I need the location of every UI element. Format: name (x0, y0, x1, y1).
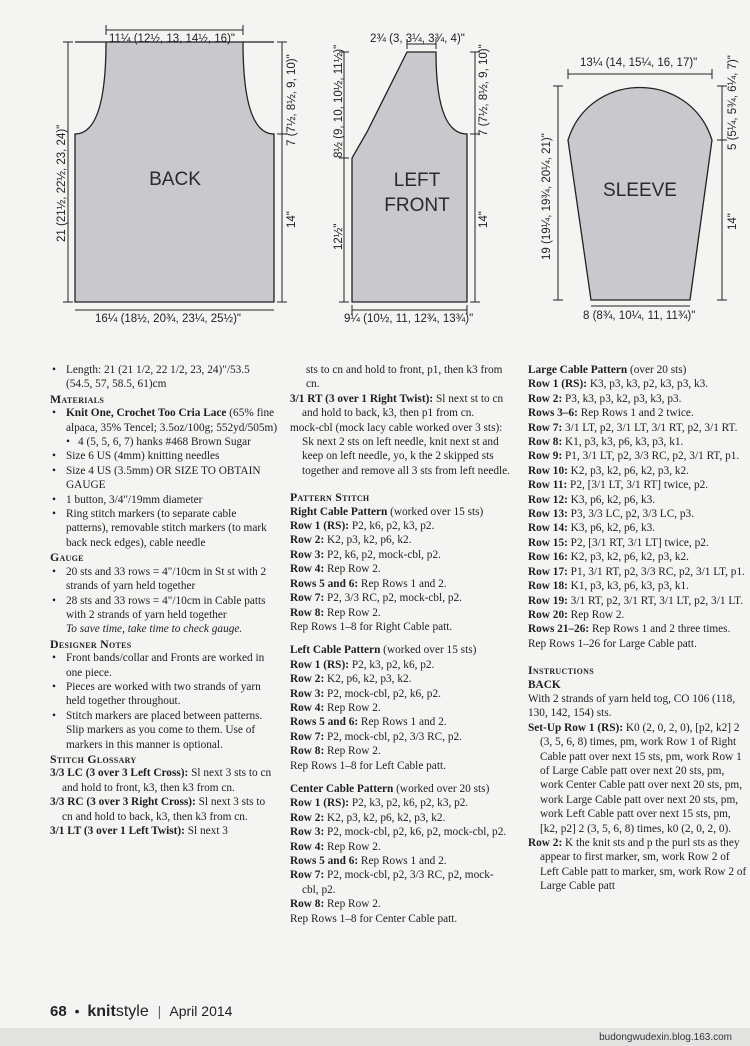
pattern-row (528, 521, 748, 535)
left-cable-title (290, 643, 510, 657)
back-length: 21 (21½, 22½, 23, 24)" (56, 124, 68, 242)
row-key: Row 1 (RS): (290, 797, 349, 810)
row-key: Rows 5 and 6: (290, 855, 359, 867)
row-text: P2, k3, p2, k6, p2, k3, p2. (349, 797, 469, 810)
pattern-row (290, 840, 510, 854)
row-text: P3, 3/3 LC, p2, 3/3 LC, p3. (567, 508, 695, 521)
pattern-row (290, 658, 510, 672)
row-text: P2, mock-cbl, p2, k6, p2, mock-cbl, p2. (324, 826, 507, 839)
pattern-row (528, 608, 748, 622)
glossary-term: 3/1 LT (3 over 1 Left Twist): (50, 825, 185, 837)
pattern-row (528, 594, 748, 608)
glossary-term: 3/1 RT (3 over 1 Right Twist): (290, 392, 434, 405)
sleeve-cap-depth: 5 (5¼, 5¾, 6¼, 7)" (727, 55, 739, 150)
sleeve-bottom-width: 8 (8¾, 10¼, 11, 11¾)" (583, 310, 696, 322)
pattern-stitch-heading: Pattern Stitch (290, 490, 370, 505)
row-key: Row 12: (528, 493, 568, 506)
gauge-heading: Gauge (50, 550, 84, 565)
issue-date: April 2014 (169, 1003, 233, 1019)
pattern-row (290, 672, 510, 686)
pattern-row (290, 811, 510, 825)
glossary-3-1-lt-cont: sts to cn and hold to front, p1, then k3 from cn. (306, 364, 503, 391)
glossary-def: Sl next 3 sts to cn and hold to front, k3, then k3 from cn. (62, 767, 272, 794)
right-cable-repeat: Rep Rows 1–8 for Right Cable patt. (290, 620, 453, 633)
pattern-row (528, 435, 748, 449)
center-cable-title (290, 782, 510, 796)
row-text: Rep Row 2. (567, 608, 625, 621)
row-text: P2, mock-cbl, p2, 3/3 RC, p2. (324, 730, 462, 743)
pattern-row (528, 406, 748, 420)
glossary-3-3-lc (50, 766, 278, 795)
yarn-qty: • 4 (5, 5, 6, 7) hanks #468 Brown Sugar (50, 435, 278, 449)
back-bottom-width: 16¼ (18½, 20¾, 23¼, 25½)" (95, 313, 242, 325)
large-cable-rows (528, 377, 748, 636)
large-cable-note: (over 20 sts) (627, 364, 687, 376)
row-key: Row 8: (290, 898, 325, 911)
row-key: Row 17: (528, 565, 568, 578)
row-text: Rep Rows 1 and 2. (358, 577, 447, 590)
row-text: Rep Row 2. (324, 898, 381, 911)
front-label (372, 168, 462, 218)
left-cable-rows (290, 658, 510, 759)
pattern-row (290, 606, 510, 620)
row-key: Row 10: (528, 464, 568, 477)
pattern-row (528, 507, 748, 521)
pattern-row (528, 536, 748, 550)
center-cable-rows (290, 796, 510, 911)
row-text: 3/1 LT, p2, 3/1 LT, 3/1 RT, p2, 3/1 RT. (562, 421, 738, 434)
row-text: K3, p3, k3, p2, k3, p3, k3. (587, 378, 709, 391)
back-top-width: 11¼ (12½, 13, 14½, 16)" (109, 33, 235, 45)
row-text: K3, p6, k2, p6, k3. (567, 522, 656, 535)
row-text: Rep Rows 1 and 2. (358, 716, 447, 729)
designer-note-2: • Pieces are worked with two strands of yarn held together throughout. (50, 680, 278, 709)
row-key: Row 15: (528, 536, 568, 549)
markers-item: • Ring stitch markers (to separate cable patterns), removable stitch markers (to mark back neck edges), cable needle (50, 507, 278, 550)
row-key: Row 4: (290, 701, 325, 714)
row-text: K2, p3, k2, p6, k2. (324, 534, 412, 547)
row-key: Row 18: (528, 580, 568, 593)
needles-2: • Size 4 US (3.5mm) OR SIZE TO OBTAIN GAUGE (50, 464, 278, 493)
row-text: Rep Row 2. (324, 701, 381, 714)
needles-1: • Size 6 US (4mm) knitting needles (50, 449, 278, 463)
row-text: P2, [3/1 LT, 3/1 RT] twice, p2. (567, 479, 709, 492)
pattern-row (528, 449, 748, 463)
row-key: Row 11: (528, 479, 568, 492)
pattern-row (528, 565, 748, 579)
row-text: Rep Rows 1 and 2. (358, 855, 447, 867)
glossary-3-1-lt (50, 824, 278, 838)
page-number: 68 (50, 1003, 67, 1020)
pattern-row (290, 687, 510, 701)
row2-term: Row 2: (528, 837, 563, 849)
glossary-mock-cbl: mock-cbl (mock lacy cable worked over 3 sts): Sk next 2 sts on left needle, knit next st and keep on left needle, yo, k the 2 skipped sts together and remove all 3 sts from left needle. (290, 421, 510, 477)
sleeve-lower-length: 14" (727, 213, 739, 230)
pattern-row (290, 701, 510, 715)
row-text: P2, k6, p2, k3, p2. (349, 520, 435, 533)
left-cable-name: Left Cable Pattern (290, 644, 381, 657)
row-key: Row 2: (528, 392, 563, 405)
row-key: Row 19: (528, 594, 568, 607)
yarn-desc: (65% fine alpaca, 35% Tencel; 3.5oz/100g; 552yd/505m) (66, 407, 278, 434)
schematics (0, 0, 750, 340)
center-cable-note: (worked over 20 sts) (393, 782, 490, 795)
button-item: • 1 button, 3/4"/19mm diameter (50, 493, 278, 507)
pattern-row (290, 825, 510, 839)
row-text: P1, 3/1 RT, p2, 3/3 RC, p2, 3/1 LT, p1. (567, 565, 745, 578)
pattern-row (528, 377, 748, 391)
row-key: Row 7: (290, 730, 325, 743)
row-key: Row 7: (528, 421, 563, 434)
right-cable-rows (290, 519, 510, 620)
setup-row (528, 721, 748, 836)
row-text: K1, p3, k3, p6, k3, p3, k1. (567, 580, 689, 593)
gauge-2: • 28 sts and 33 rows = 4"/10cm in Cable patts with 2 strands of yarn held together (50, 594, 278, 623)
pattern-row (290, 897, 510, 911)
row-text: Rep Row 2. (324, 745, 381, 758)
glossary-3-3-rc (50, 795, 278, 824)
pattern-row (290, 744, 510, 758)
row-text: Rep Row 2. (324, 606, 381, 619)
pattern-row (290, 868, 510, 897)
pattern-row (528, 622, 748, 636)
sleeve-label: SLEEVE (603, 180, 677, 201)
glossary-3-1-rt (290, 392, 510, 421)
watermark: budongwudexin.blog.163.com (599, 1032, 732, 1043)
yarn-name: Knit One, Crochet Too Cria Lace (66, 407, 227, 420)
row-text: P2, k3, p2, k6, p2. (349, 658, 435, 671)
row-key: Rows 3–6: (528, 407, 578, 420)
front-side-length: 14" (478, 211, 490, 228)
row-key: Rows 21–26: (528, 623, 590, 636)
row-key: Row 13: (528, 508, 568, 521)
designer-note-1: • Front bands/collar and Fronts are worked in one piece. (50, 651, 278, 680)
row-key: Row 1 (RS): (290, 658, 349, 671)
row-key: Row 2: (290, 811, 325, 824)
row-text: P3, k3, p3, k2, p3, k3, p3. (562, 392, 682, 405)
row-key: Row 8: (290, 606, 325, 619)
pattern-row (528, 579, 748, 593)
pattern-row (528, 421, 748, 435)
row-text: 3/1 RT, p2, 3/1 RT, 3/1 LT, p2, 3/1 LT. (567, 594, 744, 607)
designer-notes-heading: Designer Notes (50, 636, 132, 651)
pattern-row (528, 392, 748, 406)
designer-note-3: • Stitch markers are placed between patterns. Slip markers as you come to them. Use of markers in this manner is optional. (50, 709, 278, 752)
front-label-line1: LEFT (393, 170, 441, 191)
row-text: K3, p6, k2, p6, k3. (567, 493, 656, 506)
column-3 (528, 363, 748, 894)
footer-bullet: • (74, 1003, 80, 1019)
row-key: Row 1 (RS): (290, 520, 349, 533)
center-cable-name: Center Cable Pattern (290, 782, 394, 795)
left-cable-note: (worked over 15 sts) (380, 644, 477, 657)
footer-separator: | (157, 1003, 162, 1019)
row-key: Row 2: (290, 673, 325, 686)
row-key: Row 8: (528, 436, 563, 449)
row-text: K2, p6, k2, p3, k2. (324, 673, 412, 686)
row-key: Row 9: (528, 450, 563, 463)
pattern-row (290, 562, 510, 576)
row-key: Row 8: (290, 745, 325, 758)
glossary-term: 3/3 RC (3 over 3 Right Cross): (50, 796, 196, 809)
pattern-row (528, 550, 748, 564)
row-text: P2, [3/1 RT, 3/1 LT] twice, p2. (567, 536, 709, 549)
pattern-row (290, 533, 510, 547)
yarn-item (50, 406, 278, 435)
row-text: K2, p3, k2, p6, k2, p3, k2. (567, 551, 689, 564)
row-text: Rep Rows 1 and 2 three times. (589, 623, 731, 636)
stitch-glossary-heading: Stitch Glossary (50, 751, 137, 766)
row-key: Row 3: (290, 687, 325, 700)
pattern-row (528, 464, 748, 478)
column-2 (290, 363, 510, 926)
magazine-name-bold: knit (87, 1003, 116, 1020)
row-text: K2, p3, k2, p6, k2, p3, k2. (324, 811, 446, 824)
setup-text: K0 (2, 0, 2, 0), [p2, k2] 2 (3, 5, 6, 8) times, pm, work Row 1 of Right Cable patt over next 15 sts, pm, work Row 1 of Large Cable patt over next 20 sts, pm, work Center Cable patt over next 20 sts, pm, work Large Cable patt over next 20 sts, pm, work Left Cable patt over next 15 sts, pm, [k2, p2] 2 (3, 5, 6, 8) times, k0 (2, 0, 2, 0). (540, 721, 743, 835)
instructions-heading: Instructions (528, 663, 594, 678)
center-cable-repeat: Rep Rows 1–8 for Center Cable patt. (290, 912, 458, 925)
row-text: P1, 3/1 LT, p2, 3/3 RC, p2, 3/1 RT, p1. (562, 450, 740, 463)
row-key: Row 7: (290, 592, 325, 605)
sleeve-top-width: 13¼ (14, 15¼, 16, 17)" (580, 57, 698, 69)
back-heading: BACK (528, 678, 561, 691)
front-label-line2: FRONT (384, 195, 450, 216)
row-text: K2, p3, k2, p6, k2, p3, k2. (567, 464, 689, 477)
large-cable-repeat: Rep Rows 1–26 for Large Cable patt. (528, 637, 697, 650)
pattern-row (290, 548, 510, 562)
back-armhole-depth: 7 (7½, 8½, 9, 10)" (286, 54, 298, 146)
setup-term: Set-Up Row 1 (RS): (528, 721, 624, 734)
row-key: Row 16: (528, 551, 568, 564)
front-neck-depth: 8½ (9, 10, 10½, 11½)" (333, 44, 345, 158)
glossary-def: Sl next st to cn and hold to back, k3, then p1 from cn. (302, 392, 504, 420)
page-footer (50, 1003, 232, 1021)
back-side-length: 14" (286, 211, 298, 228)
large-cable-title (528, 363, 748, 377)
glossary-def: Sl next 3 sts to cn and hold to back, k3, then k3 from cn. (62, 796, 266, 823)
right-cable-title (290, 505, 510, 519)
front-top-width: 2¾ (3, 3¼, 3¾, 4)" (370, 33, 465, 45)
row-text: Rep Row 2. (324, 563, 381, 576)
row-text: P2, mock-cbl, p2, k6, p2. (324, 687, 441, 700)
row-key: Rows 5 and 6: (290, 716, 359, 729)
row-text: P2, mock-cbl, p2, 3/3 RC, p2, mock-cbl, p2. (302, 869, 494, 896)
pattern-row (290, 519, 510, 533)
pattern-row (290, 577, 510, 591)
right-cable-name: Right Cable Pattern (290, 505, 388, 518)
back-label: BACK (149, 169, 201, 190)
row-text: Rep Row 2. (324, 840, 381, 853)
right-cable-note: (worked over 15 sts) (387, 505, 484, 518)
row-key: Row 1 (RS): (528, 378, 587, 391)
sleeve-length: 19 (19¼, 19¾, 20¼, 21)" (541, 133, 553, 260)
front-bottom-width: 9¼ (10½, 11, 12¾, 13¾)" (344, 313, 474, 325)
gauge-note: To save time, take time to check gauge. (66, 623, 243, 636)
column-1 (50, 363, 278, 838)
pattern-row (290, 715, 510, 729)
left-cable-repeat: Rep Rows 1–8 for Left Cable patt. (290, 759, 446, 772)
magazine-name-light: style (115, 1003, 149, 1020)
glossary-def: Sl next 3 (184, 825, 228, 837)
pattern-row (528, 478, 748, 492)
row-key: Row 4: (290, 563, 325, 576)
pattern-row (528, 493, 748, 507)
gauge-1: • 20 sts and 33 rows = 4"/10cm in St st with 2 strands of yarn held together (50, 565, 278, 594)
row-text: P2, 3/3 RC, p2, mock-cbl, p2. (324, 592, 462, 605)
back-intro: With 2 strands of yarn held tog, CO 106 (118, 130, 142, 154) sts. (528, 692, 736, 720)
glossary-term: 3/3 LC (3 over 3 Left Cross): (50, 767, 189, 780)
pattern-row (290, 796, 510, 810)
row-2 (528, 836, 748, 894)
row2-text: K the knit sts and p the purl sts as they appear to first marker, sm, work Row 2 of Left Cable patt to marker, sm, work Row 2 of Large Cable patt (540, 837, 747, 893)
length-item: • Length: 21 (21 1/2, 22 1/2, 23, 24)"/53.5 (54.5, 57, 58.5, 61)cm (50, 363, 278, 392)
large-cable-name: Large Cable Pattern (528, 364, 628, 376)
row-key: Row 14: (528, 522, 568, 535)
row-key: Row 20: (528, 608, 568, 621)
front-armhole-depth: 7 (7½, 8½, 9, 10)" (478, 44, 490, 136)
row-key: Row 7: (290, 869, 325, 882)
pattern-row (290, 730, 510, 744)
row-text: K1, p3, k3, p6, k3, p3, k1. (562, 436, 684, 449)
row-key: Row 3: (290, 548, 325, 561)
front-lower-length: 12½" (333, 223, 345, 250)
row-key: Row 4: (290, 840, 325, 853)
row-key: Rows 5 and 6: (290, 577, 359, 590)
row-text: P2, k6, p2, mock-cbl, p2. (324, 548, 441, 561)
row-text: Rep Rows 1 and 2 twice. (577, 407, 694, 420)
row-key: Row 3: (290, 826, 325, 839)
pattern-row (290, 591, 510, 605)
row-key: Row 2: (290, 534, 325, 547)
pattern-row (290, 854, 510, 868)
materials-heading: Materials (50, 391, 105, 406)
